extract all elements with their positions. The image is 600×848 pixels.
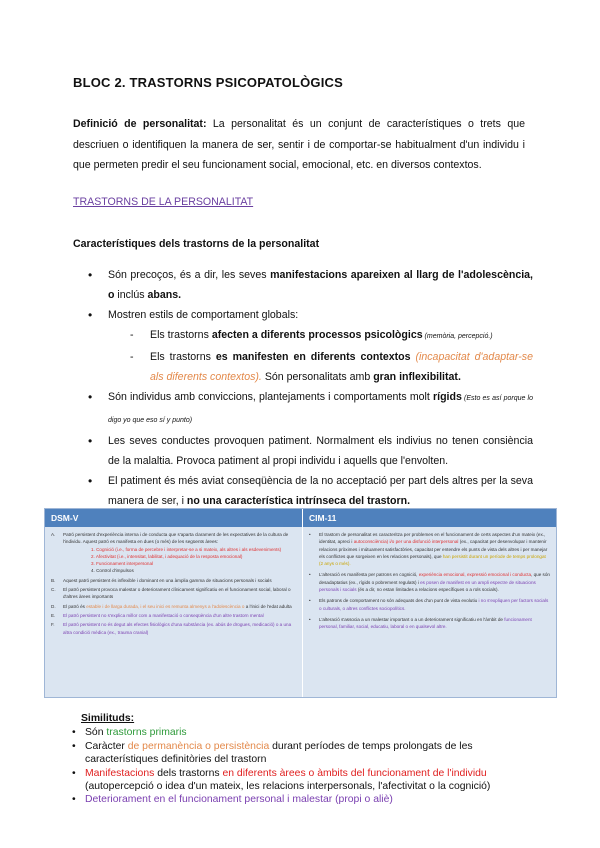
list-item: • El patiment és més aviat conseqüència de la no acceptació per part dels altres per la seva manera de ser, i no una característica intrínseca del trastorn. [88,471,533,511]
sub-list [130,325,533,387]
list-item: • Caràcter de permanència o persistència durant períodes de temps prolongats de les característiques definitòries del trastorn [72,740,532,767]
similarities-section [72,712,532,807]
table-row: 1. Cognició (i.e., forma de percebre i interpretar-se a si mateix, als altres i als esdeveniments) [91,546,282,552]
list-item: • Deteriorament en el funcionament personal i malestar (propi o aliè) [72,793,532,806]
table-row: C. El patró persistent provoca malestar o deteriorament clínicament significatiu en el funcionament social, laboral o d'altres àrees importants [51,587,291,600]
list-item: • Són precoços, és a dir, les seves manifestacions apareixen al llarg de l'adolescència, o inclús abans. [88,265,533,305]
definition-text: La personalitat és un conjunt de característiques o trets que descriuen o identifiquen la manera de ser, sentir i de comportar-se habitualment d'un individu i que permeten predir el seu funcionament social, emocional, etc. en diversos contextos. [73,118,525,171]
table-row: A. Patró persistent d'experiència interna i de conducta que s'aparta clarament de les expectatives de la cultura de l'individu. Aquest patró es manifesta en dues (o més) de les següents àrees: [51,532,289,545]
list-item: • Les seves conductes provoquen patiment. Normalment els indivius no tenen consiència de la malaltia. Provoca patiment al propi individu i aquells que l'envolten. [88,431,533,471]
list-item: • Són individus amb conviccions, plantejaments i comportaments molt rígids (Esto es así porque lo digo yo que eso sí y punto) [88,387,533,431]
dsm-column [45,527,303,697]
page-title: BLOC 2. TRASTORNS PSICOPATOLÒGICS [73,75,343,90]
list-item: • Mostren estils de comportament globals: - Els trastorns afecten a diferents processos psicològics (memòria, percepció.) - Els trastorns es manifesten en diferents contextos (incapacitat d'adaptar-se als diferents contextos). Són personalitats amb gran inflexibilitat. [88,305,533,387]
subheading: Característiques dels trastorns de la personalitat [73,238,320,250]
table-row: E. El patró persistent no s'explica millor com a manifestació o conseqüència d'un altre trastorn mental [51,612,264,618]
header-cim: CIM-11 [309,513,337,523]
list-item: • Són trastorns primaris [72,726,532,739]
header-dsm: DSM-V [45,509,303,527]
table-row: • El trastorn de personalitat es caracteritza per problemes en el funcionament de certs aspectes d'un mateix (ex., identitat, apreci i autoconsciència) i/o per una disfunció interpersonal (ex., capacitat per desenvolupar i mantenir relacions pròximes i mútuament satisfactòries, capacitat per entendre els punts de vista dels altres i per manejar els conflictes que sorgeixen en les relacions personals), que han persistit durant un període de temps prolongat (2 anys o més). [309,532,548,567]
similarities-heading: Similituds: [81,713,135,724]
section-link-personality-disorders[interactable]: TRASTORNS DE LA PERSONALITAT [73,196,254,208]
characteristics-list [88,265,533,511]
list-item: • Manifestacions dels trastorns en diferents àrees o àmbits del funcionament de l'individu (autopercepció o idea d'un mateix, les relacions interpersonals, l'afectivitat o la cognició) [72,767,532,794]
table-row: 4. Control d'impulsos [91,568,134,574]
criteria-table [44,508,557,698]
table-row: 2. Afectivitat (i.e., intensitat, labilitat, i adequació de la resposta emocional) [91,553,243,559]
table-row: • L'alteració es manifesta per patrons en cognició, experiència emocional, expressió emocional i conducta, que són desadaptatius (ex., rígids o pobrement regulats) i es posen de manifest en un ampli espectre de situacions personals i socials (és a dir, no estan limitades a relacions específiques o a rols socials). [309,572,550,593]
definition-paragraph [73,114,525,176]
table-row: • L'alteració s'associa a un malestar important o a un deteriorament significatiu en l'àmbit de funcionament personal, familiar, social, educatiu, laboral o en qualsevol altre. [309,616,532,630]
table-row: B. Aquest patró persistent és inflexible i dominant en una àmplia gamma de situacions personals i socials [51,577,272,583]
similarities-list [72,726,532,806]
table-row: F. El patró persistent no és degut als efectes fisiològics d'una substància (ex. abús de drogues, medicació) o a una altra condició mèdica (ex., trauma cranial) [51,622,292,635]
table-row: 3. Funcionament interpersonal [91,561,154,567]
sub-list-item: - Els trastorns afecten a diferents processos psicològics (memòria, percepció.) [130,325,533,347]
cim-column [303,527,556,697]
table-row: • Els patrons de comportament no són adequats des d'un punt de vista evolutiu i no s'expliquen per factors socials o culturals, o altres conflictes sociopolítics. [309,598,549,611]
sub-list-item: - Els trastorns es manifesten en diferents contextos (incapacitat d'adaptar-se als diferents contextos). Són personalitats amb gran inflexibilitat. [130,347,533,387]
table-body [45,527,556,697]
definition-label: Definició de personalitat: [73,118,207,130]
table-header [45,509,556,527]
table-row: D. El patró és estable i de llarga durada, i el seu inici es remunta almenys a l'adolescència o a l'inici de l'edat adulta [51,603,292,609]
